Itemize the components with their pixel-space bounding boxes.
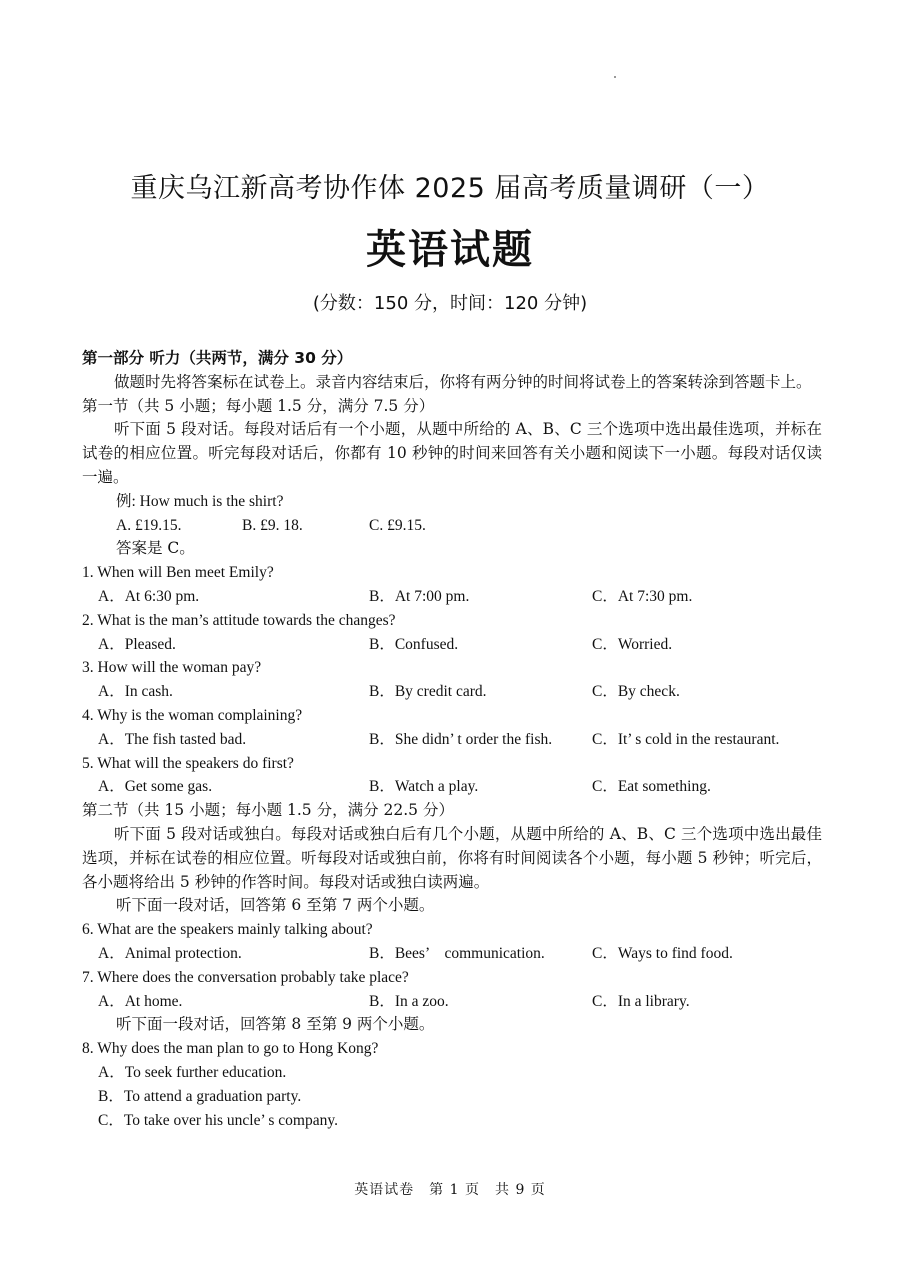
question-options xyxy=(82,633,822,657)
option-b: B．Watch a play. xyxy=(369,778,479,796)
question-text: 6. What are the speakers mainly talking about? xyxy=(82,921,373,939)
question-block xyxy=(82,609,822,657)
question-options xyxy=(82,990,822,1014)
option-a: A．Pleased. xyxy=(98,635,176,653)
option-b: B．By credit card. xyxy=(369,683,487,701)
option-c: C．At 7:30 pm. xyxy=(592,587,693,605)
question-text: 2. What is the man’s attitude towards the changes? xyxy=(82,611,396,629)
part1-heading: 第一部分 听力（共两节，满分 30 分） xyxy=(82,349,353,367)
option-b: B．Bees’ communication. xyxy=(369,944,545,962)
question-block xyxy=(82,966,822,1014)
option-c: C．Worried. xyxy=(592,635,673,653)
section2-lead: 听下面一段对话，回答第 8 至第 9 两个小题。 xyxy=(116,1015,435,1034)
question-text: 8. Why does the man plan to go to Hong Kong? xyxy=(82,1040,379,1058)
scan-dot xyxy=(614,76,616,78)
question-options xyxy=(82,942,822,966)
option-c: C．It’ s cold in the restaurant. xyxy=(592,730,780,748)
option-a: A．To seek further education. xyxy=(98,1063,287,1081)
part1-intro: 做题时先将答案标在试卷上。录音内容结束后，你将有两分钟的时间将试卷上的答案转涂到答题卡上。 xyxy=(114,372,812,391)
option-a: A．Get some gas. xyxy=(98,778,213,796)
option-c: C．By check. xyxy=(592,683,680,701)
option-a: A．Animal protection. xyxy=(98,944,242,962)
question-block xyxy=(82,1037,822,1132)
option-c: C．To take over his uncle’ s company. xyxy=(98,1111,338,1129)
option-b: B．At 7:00 pm. xyxy=(369,587,470,605)
example-option-a: A. £19.15. xyxy=(116,516,182,534)
question-block xyxy=(82,704,822,752)
question-text: 7. Where does the conversation probably take place? xyxy=(82,968,409,986)
example-options xyxy=(82,514,822,538)
option-b: B．Confused. xyxy=(369,635,459,653)
question-block xyxy=(82,752,822,800)
question-text: 1. When will Ben meet Emily? xyxy=(82,564,274,582)
option-a: A．At home. xyxy=(98,992,183,1010)
option-c: C．Eat something. xyxy=(592,778,711,796)
option-b: B．She didn’ t order the fish. xyxy=(369,730,553,748)
option-a: A．At 6:30 pm. xyxy=(98,587,200,605)
section2-lead: 听下面一段对话，回答第 6 至第 7 两个小题。 xyxy=(116,896,435,915)
section2-heading: 第二节（共 15 小题；每小题 1.5 分，满分 22.5 分） xyxy=(82,801,454,820)
example-question: 例: How much is the shirt? xyxy=(116,492,284,510)
option-a: A．The fish tasted bad. xyxy=(98,730,247,748)
section1-heading: 第一节（共 5 小题；每小题 1.5 分，满分 7.5 分） xyxy=(82,396,435,415)
option-c: C．In a library. xyxy=(592,992,690,1010)
section2-instructions: 听下面 5 段对话或独白。每段对话或独白后有几个小题，从题中所给的 A、B、C 三个选项中选出最佳选项，并标在试卷的相应位置。听每段对话或独白前，你将有时间阅读各个小题，每小题 5 秒钟；听完后，各小题将给出 5 秒钟的作答时间。每段对话或独白读两遍。 xyxy=(82,824,822,891)
page-footer: 英语试卷 第 1 页 共 9 页 xyxy=(354,1182,546,1198)
question-text: 5. What will the speakers do first? xyxy=(82,754,294,772)
question-block xyxy=(82,656,822,704)
question-options xyxy=(82,728,822,752)
subject-title: 英语试题 xyxy=(366,227,534,273)
question-options xyxy=(82,680,822,704)
option-b: B．In a zoo. xyxy=(369,992,449,1010)
section1-instructions: 听下面 5 段对话。每段对话后有一个小题，从题中所给的 A、B、C 三个选项中选出最佳选项，并标在试卷的相应位置。听完每段对话后，你都有 10 秒钟的时间来回答有关小题和阅读下一小题。每段对话仅读一遍。 xyxy=(82,420,822,486)
example-option-c: C. £9.15. xyxy=(369,516,426,534)
option-c: C．Ways to find food. xyxy=(592,944,733,962)
question-options xyxy=(82,585,822,609)
question-text: 4. Why is the woman complaining? xyxy=(82,706,303,724)
question-text: 3. How will the woman pay? xyxy=(82,659,262,677)
option-b: B．To attend a graduation party. xyxy=(98,1087,302,1105)
question-options xyxy=(82,775,822,799)
example-option-b: B. £9. 18. xyxy=(242,516,303,534)
exam-info: (分数：150 分，时间：120 分钟) xyxy=(312,293,588,314)
question-block xyxy=(82,918,822,966)
example-answer: 答案是 C。 xyxy=(116,539,195,558)
option-a: A．In cash. xyxy=(98,683,173,701)
exam-content xyxy=(82,347,822,1132)
question-block xyxy=(82,561,822,609)
exam-title: 重庆乌江新高考协作体 2025 届高考质量调研（一） xyxy=(130,173,770,204)
